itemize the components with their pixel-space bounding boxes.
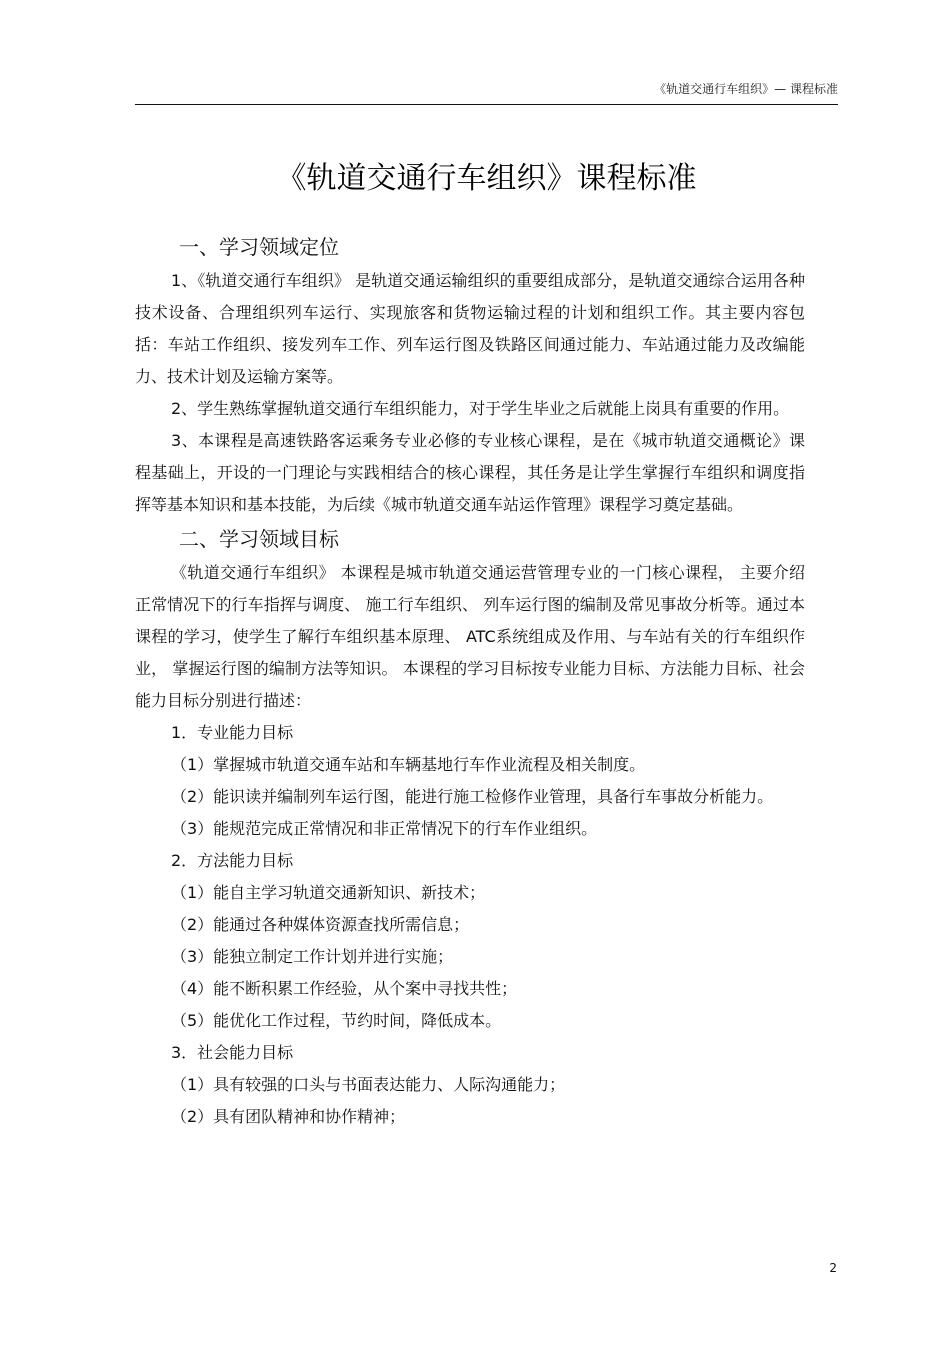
section-1-paragraph: 2、学生熟练掌握轨道交通行车组织能力，对于学生毕业之后就能上岗具有重要的作用。 — [171, 399, 790, 418]
goal-item: （2）能通过各种媒体资源查找所需信息； — [171, 915, 470, 934]
section-1-paragraph: 1、《轨道交通行车组织》 是轨道交通运输组织的重要组成部分，是轨道交通综合运用各种技术设备、合理组织列车运行、实现旅客和货物运输过程的计划和组织工作。其主要内容包括：车站工作组织、接发列车工作、列车运行图及铁路区间通过能力、车站通过能力及改编能力、技术计划及运输方案等。 — [135, 271, 805, 386]
goal-group-heading: 1．专业能力目标 — [171, 723, 294, 742]
goal-item: （1）具有较强的口头与书面表达能力、人际沟通能力； — [171, 1075, 566, 1094]
goal-group-heading: 2．方法能力目标 — [171, 851, 294, 870]
section-1-heading: 一、学习领域定位 — [179, 235, 339, 259]
document-title: 《轨道交通行车组织》课程标准 — [276, 161, 697, 196]
goal-item: （5）能优化工作过程，节约时间，降低成本。 — [171, 1011, 502, 1030]
running-header: 《轨道交通行车组织》— 课程标准 — [654, 82, 838, 96]
goal-item: （2）具有团队精神和协作精神； — [171, 1107, 406, 1126]
goal-item: （4）能不断积累工作经验，从个案中寻找共性； — [171, 979, 518, 998]
goal-item: （2）能识读并编制列车运行图，能进行施工检修作业管理，具备行车事故分析能力。 — [171, 787, 774, 806]
goal-item: （3）能规范完成正常情况和非正常情况下的行车作业组织。 — [171, 819, 598, 838]
header-rule — [135, 104, 838, 105]
goal-group-heading: 3．社会能力目标 — [171, 1043, 294, 1062]
goal-item: （1）能自主学习轨道交通新知识、新技术； — [171, 883, 486, 902]
section-2-intro: 《轨道交通行车组织》 本课程是城市轨道交通运营管理专业的一门核心课程， 主要介绍正常情况下的行车指挥与调度、 施工行车组织、 列车运行图的编制及常见事故分析等。通过本课程的学习，使学生了解行车组织基本原理、 ATC系统组成及作用、与车站有关的行车组织作业， 掌握运行图的编制方法等知识。 本课程的学习目标按专业能力目标、方法能力目标、社会能力目标分别进行描述： — [135, 563, 805, 710]
document-body — [135, 229, 805, 1133]
goal-item: （3）能独立制定工作计划并进行实施； — [171, 947, 454, 966]
page-number: 2 — [829, 1261, 837, 1275]
section-1-paragraph: 3、本课程是高速铁路客运乘务专业必修的专业核心课程，是在《城市轨道交通概论》课程基础上，开设的一门理论与实践相结合的核心课程，其任务是让学生掌握行车组织和调度指挥等基本知识和基本技能，为后续《城市轨道交通车站运作管理》课程学习奠定基础。 — [135, 431, 805, 514]
section-2-heading: 二、学习领域目标 — [179, 527, 339, 551]
goal-item: （1）掌握城市轨道交通车站和车辆基地行车作业流程及相关制度。 — [171, 755, 646, 774]
